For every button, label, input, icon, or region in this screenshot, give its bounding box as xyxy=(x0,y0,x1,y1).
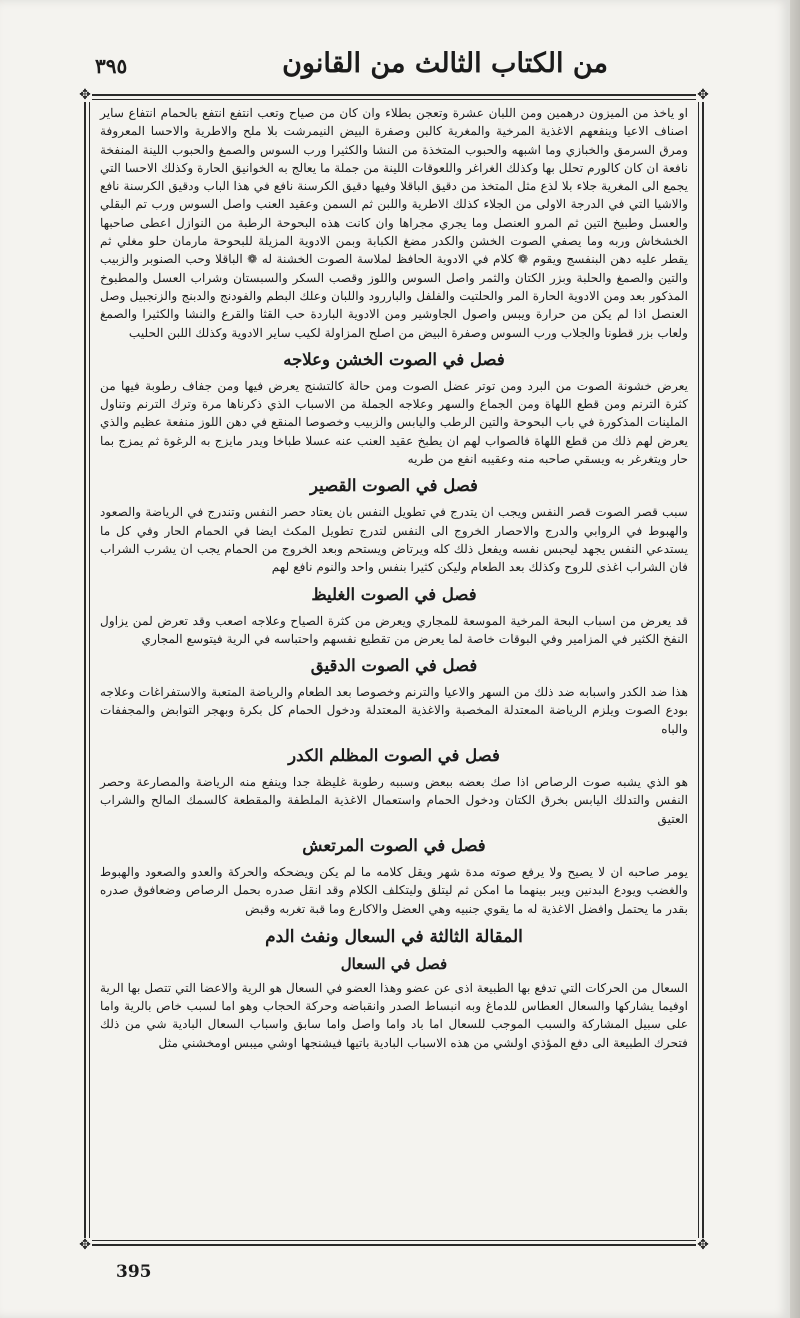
section-heading: فصل في الصوت الغليظ xyxy=(311,584,477,604)
section-heading: فصل في الصوت المرتعش xyxy=(302,835,486,855)
section-paragraph: قد يعرض من اسباب البحة المرخية الموسعة للمجاري ويعرض من كثرة الصياح وعلاجه اصعب وقد تعرض لمن يزاول النفخ الكثير في المزامير وفي البوقات خاصة لما يعرض من تقطيع نفسهم واحتباسه في الرية فيتوسع المجاري xyxy=(100,613,688,646)
page-number-top: ٣٩٥ xyxy=(95,54,128,78)
page-text xyxy=(100,104,688,1234)
section-paragraph: سبب قصر الصوت قصر النفس ويجب ان يتدرج في تطويل النفس بان يعتاد حصر النفس وتندرج في الرياضة والصعود والهبوط في الروابي والدرج والاحصار الخروج الى النفس لتدرج تطويل المكث ايضا في الحمام الحار وفي كل ما يستدعي النفس يجهد ليحبس نفسه ويفعل ذلك كله ويرتاض ويستحم وبعد الخروج من الحمام يجب ان يشرب الشراب فان الشراب اغذى للروح وكذلك بعد الطعام وليكن كثيرا بنفس واحد والنوم نافع لهم xyxy=(100,505,688,575)
page-number-bottom: 395 xyxy=(116,1262,152,1282)
section-heading: فصل في الصوت المظلم الكدر xyxy=(288,746,500,766)
section-heading: فصل في السعال xyxy=(340,954,448,973)
book-binding-edge xyxy=(790,0,800,1318)
section-paragraph: هو الذي يشبه صوت الرصاص اذا صك بعضه ببعض وسببه رطوبة غليظة جدا وينفع منه الرياضة والمصارعة وحصر النفس والتدلك اليابس بخرق الكتان ودخول الحمام واستعمال الاغذية الملطفة والمقطعة كالسمك المالح والشراب العتيق xyxy=(100,775,688,826)
page-header xyxy=(95,48,705,92)
corner-ornament-icon: ✥ xyxy=(79,1237,91,1253)
section-paragraph: هذا ضد الكدر واسبابه ضد ذلك من السهر والاعيا والترنم وخصوصا بعد الطعام والرياضة المتعبة والاستفراغات وعلاجه بودع الصوت ويلزم الرياضة المعتدلة المخصبة والاغذية المعتدلة ودخول الحمام كل بكرة وبهجر التوابض والمجففات والباه xyxy=(100,685,688,736)
article-heading: المقالة الثالثة في السعال ونفث الدم xyxy=(265,926,523,947)
section-heading: فصل في الصوت القصير xyxy=(310,476,478,496)
corner-ornament-icon: ✥ xyxy=(697,87,709,103)
intro-paragraph: او ياخذ من الميزون درهمين ومن اللبان عشرة وتعجن بطلاء وان كان من صياح وتعب انتفع انتفع بالحمام انتفاع ساير اصناف الاعيا وينفعهم الاغذية المرخية والمغرية كالبن وصفرة البيض النيمرشت بلا ملح والاطرية والاحسا المعروفة ومرق السرمق والخبازي وما اشبهه والحبوب المتخذة من النشا والكثيرا ورب السوس والصمغ والحبوب اللينة المنفخة نافعة ان كان كالورم تحلل بها وكذلك الغراغر واللعوقات اللينة من جملة ما يعالج به الخوانيق الحارة وكذلك الاحسا التي يجمع الى المغرية جلاء بلا لذع مثل المتخذ من دقيق الباقلا وفيها دقيق الكرسنة نافع في هذا الباب ودقيق الكرسنة نافع والاشيا التي في الدرجة الاولى من الجلاء كذلك الاطرية واللبن ثم السمن وعقيد العنب واصل السوس ورب تم البقلي والعسل وطبيخ التين ثم المرو العنصل وما يجري مجراها وان كانت هذه البحوحة الرطبة من النوازل اعطى صاحبها الخشخاش وربه وما يصفي الصوت الخشن والكدر مضغ الكبابة وبمن الادوية المزيلة للبحوحة مارمان حلو مغلي ثم يقطر عليه دهن البنفسج ويقوم ❁ كلام في الادوية الحافظ لملاسة الصوت الخشنة له ❁ الباقلا وحب الصنوبر والزبيب والتين والصمغ والحلبة وبزر الكتان والثمر واصل السوس واللوز وقصب السكر والسبستان وشراب العسل والمطبوخ المذكور بعد ومن الادوية الحارة المر والحلتيت والفلفل والباررود واللبان وعلك البطم والفودنج والدبنج والزنجبيل وصل العنصل اذا لم يكن من حرارة ويبس واصول الجاوشير ومن الادوية الباردة حب القثا والقرع والنشا والكثيرا والصمغ ولعاب بزر قطونا والجلاب ورب السوس وصفرة البيض من اصلح المزاولة لكيب ساير الادوية وكذلك اللبن الحليب xyxy=(100,106,688,340)
section-heading: فصل في الصوت الخشن وعلاجه xyxy=(283,349,505,369)
corner-ornament-icon: ✥ xyxy=(79,87,91,103)
running-title: من الكتاب الثالث من القانون xyxy=(282,48,608,79)
section-paragraph: يعرض خشونة الصوت من البرد ومن توتر عضل الصوت ومن حالة كالتشنج يعرض فيها ومن جفاف رطوبة فيها من كثرة الترنم ومن قطع اللهاة ومن الجماع والسهر وعلاجه الجملة من الاسباب الذي ذكرناها مرة وترك الترنم وتناول الملينات المذكورة في باب البحوحة والتين الرطب واليابس والزبيب وخصوصا المنقع في دهن اللوز منفعة عظيم والذي يعرض لهم ذلك من قطع اللهاة فالصواب لهم ان يطبخ عقيد العنب عنه عسلا طباخا ويدر مايزج به الرغوة ثم يمزج بما حار ويتغرغر به ويسقي صاحبه منه وعقيبه انفع من طريه xyxy=(100,378,688,467)
section-heading: فصل في الصوت الدقيق xyxy=(310,656,478,676)
section-paragraph: السعال من الحركات التي تدفع بها الطبيعة اذى عن عضو وهذا العضو في السعال هو الرية والاعضا التي تتصل بها الرية اوفيما يشاركها والسعال العطاس للدماغ وبه انبساط الصدر وانقباضه وحركة الحجاب وهو اما لسبب خاص بالرية واما على سبيل المشاركة والسبب الموجب للسعال اما باد واما واصل واما سابق واسباب السعال البادية شي من ذلك فتحرك الطبيعة الى دفع المؤذي اولشي من هذه الاسباب البادية باتيها فيشنجها اوشي ميبس اومخشني مثل xyxy=(100,980,688,1050)
section-paragraph: يومر صاحبه ان لا يصيح ولا يرفع صوته مدة شهر ويقل كلامه ما لم يكن ويضحكه والحركة والعدو والصعود والهبوط والغضب ويودع البدنين ويبر بينهما ما امكن ثم ليتلق وليتكلف الكلام وقد انقل صدره بحمل الرصاص وضعافوق صدره بقدر ما يحتمل وافضل الاغذية له ما يقوي جنبيه وهي العضل والاكارع وما قبة تغربه وقبض xyxy=(100,864,688,916)
corner-ornament-icon: ✥ xyxy=(697,1237,709,1253)
text-frame xyxy=(79,87,709,1253)
